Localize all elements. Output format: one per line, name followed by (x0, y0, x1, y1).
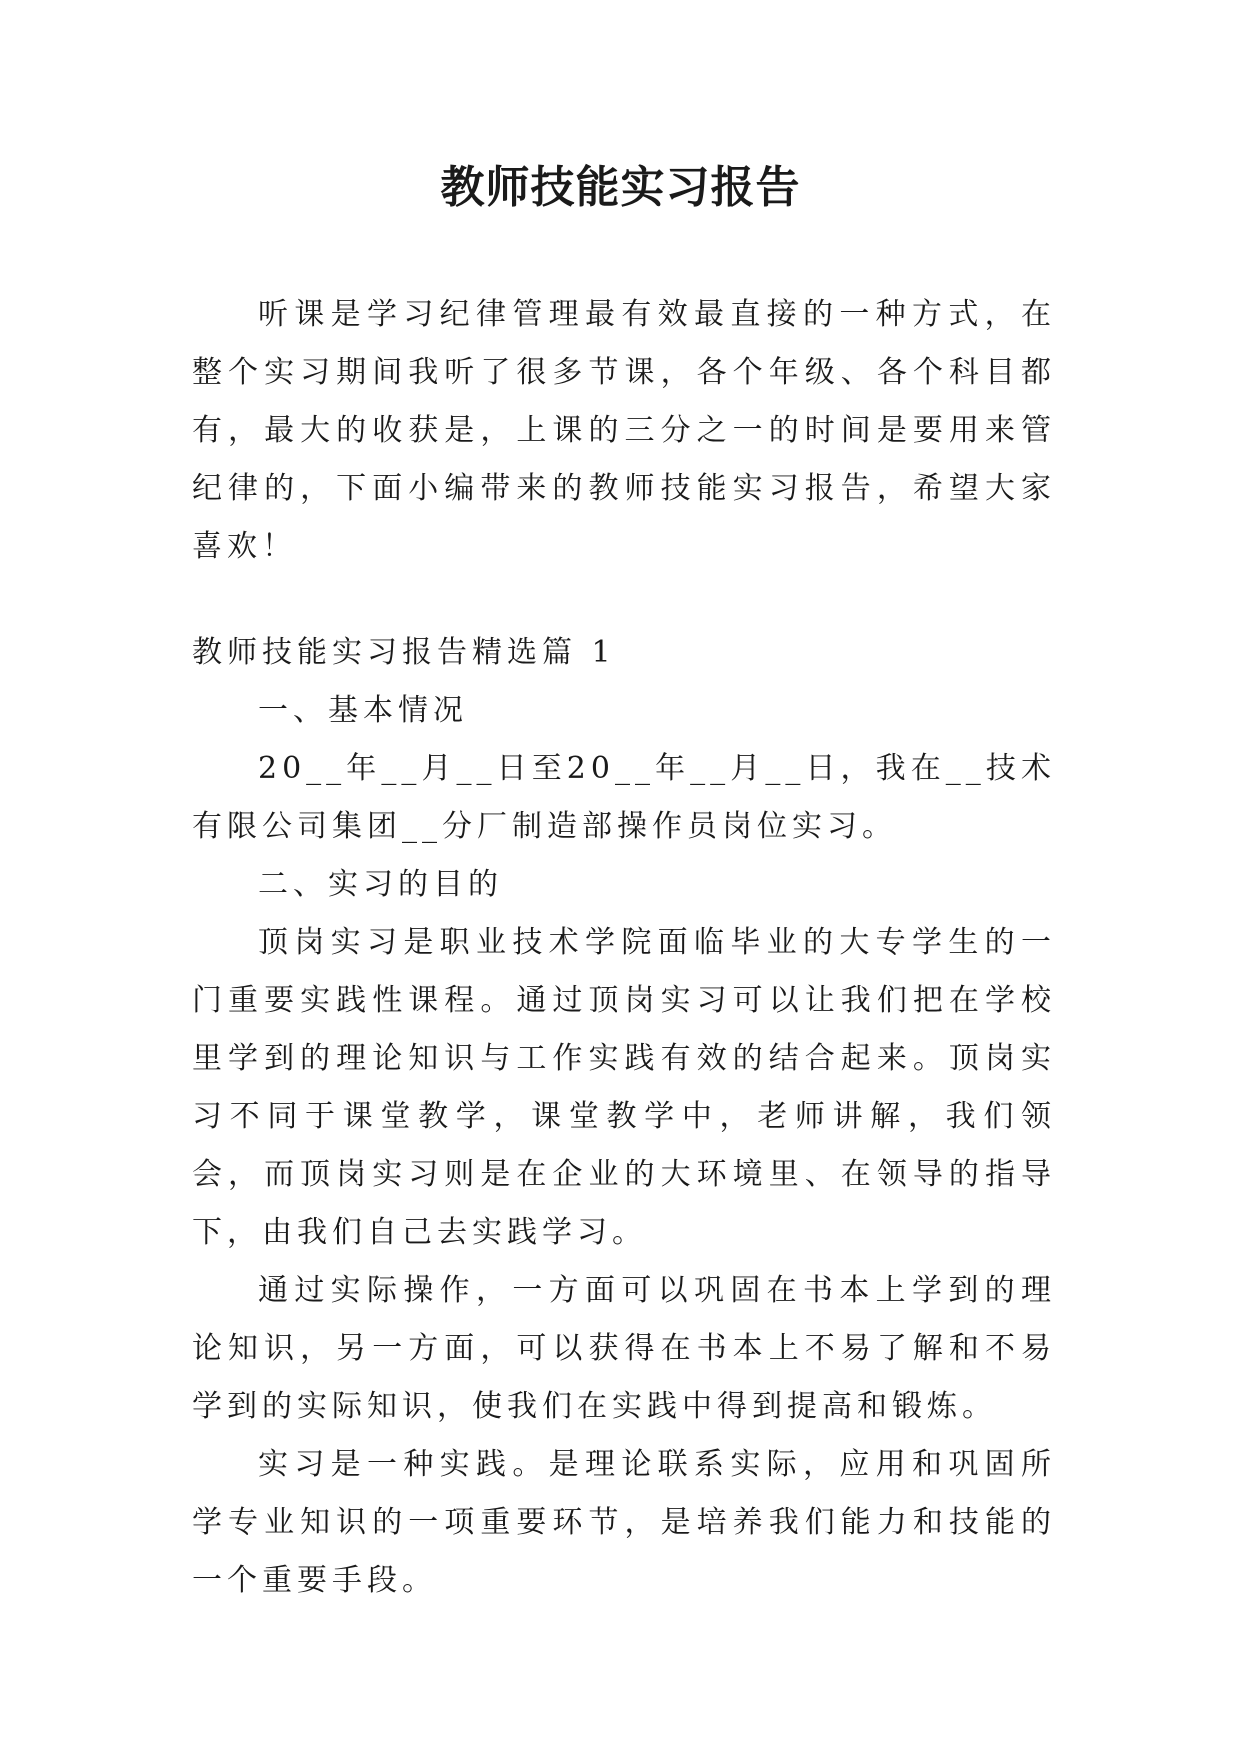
document-title: 教师技能实习报告 (440, 162, 801, 213)
section-heading: 教师技能实习报告精选篇 1 (192, 635, 616, 670)
heading-internship-purpose: 二、实习的目的 (258, 867, 503, 902)
paragraph-practical-operation: 通过实际操作，一方面可以巩固在书本上学到的理论知识，另一方面，可以获得在书本上不易了解和不易学到的实际知识，使我们在实践中得到提高和锻炼。 (192, 1273, 1056, 1424)
paragraph-internship-practice: 实习是一种实践。是理论联系实际，应用和巩固所学专业知识的一项重要环节，是培养我们能力和技能的一个重要手段。 (192, 1447, 1056, 1598)
intro-paragraph: 听课是学习纪律管理最有效最直接的一种方式，在整个实习期间我听了很多节课，各个年级、各个科目都有，最大的收获是，上课的三分之一的时间是要用来管纪律的，下面小编带来的教师技能实习报告，希望大家喜欢！ (192, 297, 1056, 564)
paragraph-internship-purpose: 顶岗实习是职业技术学院面临毕业的大专学生的一门重要实践性课程。通过顶岗实习可以让我们把在学校里学到的理论知识与工作实践有效的结合起来。顶岗实习不同于课堂教学，课堂教学中，老师讲解，我们领会，而顶岗实习则是在企业的大环境里、在领导的指导下，由我们自己去实践学习。 (192, 925, 1056, 1250)
heading-basic-situation: 一、基本情况 (258, 693, 468, 728)
paragraph-basic-situation: 20__年__月__日至20__年__月__日，我在__技术有限公司集团__分厂制造部操作员岗位实习。 (192, 751, 1056, 844)
document-body (192, 286, 1056, 1610)
